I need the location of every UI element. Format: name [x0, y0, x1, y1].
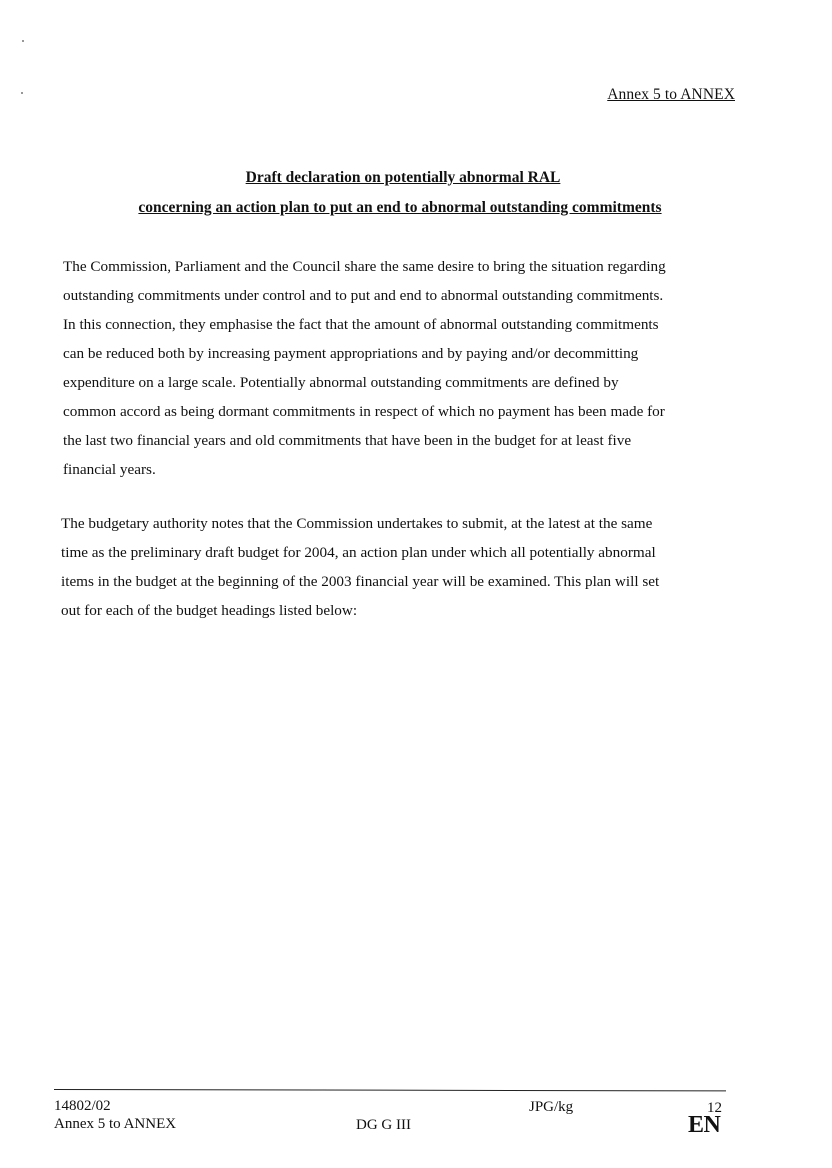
paragraph-intro [63, 252, 763, 484]
scan-mark [21, 92, 23, 94]
footer-department: DG G III [356, 1117, 411, 1133]
footer-initials: JPG/kg [529, 1099, 574, 1115]
declaration-subtitle: concerning an action plan to put an end to abnormal outstanding commitments [138, 199, 662, 216]
paragraph-action-plan [61, 509, 761, 625]
text-line: common accord as being dormant commitments in respect of which no payment has been made for [63, 403, 665, 420]
scan-mark [22, 40, 24, 42]
text-line: financial years. [63, 461, 156, 478]
text-line: The budgetary authority notes that the Commission undertakes to submit, at the latest at the same [61, 515, 653, 532]
footer-annex-label: Annex 5 to ANNEX [54, 1116, 177, 1132]
footer-doc-number: 14802/02 [54, 1098, 111, 1114]
footer-page-number: 12 [707, 1100, 722, 1116]
text-line: out for each of the budget headings listed below: [61, 602, 358, 619]
text-line: can be reduced both by increasing payment appropriations and by paying and/or decommitting [63, 345, 639, 362]
footer-language-code: EN [688, 1112, 721, 1138]
text-line: items in the budget at the beginning of the 2003 financial year will be examined. This plan will set [61, 573, 660, 590]
text-line: time as the preliminary draft budget for 2004, an action plan under which all potentially abnormal [61, 544, 656, 561]
annex-header: Annex 5 to ANNEX [607, 86, 735, 103]
footer-divider [54, 1089, 726, 1091]
text-line: expenditure on a large scale. Potentially abnormal outstanding commitments are defined by [63, 374, 619, 391]
text-line: outstanding commitments under control and to put and end to abnormal outstanding commitments. [63, 287, 664, 304]
text-line: In this connection, they emphasise the fact that the amount of abnormal outstanding commitments [63, 316, 659, 333]
declaration-title: Draft declaration on potentially abnormal RAL [245, 169, 561, 186]
text-line: the last two financial years and old commitments that have been in the budget for at least five [63, 432, 632, 449]
text-line: The Commission, Parliament and the Council share the same desire to bring the situation regarding [63, 258, 666, 275]
